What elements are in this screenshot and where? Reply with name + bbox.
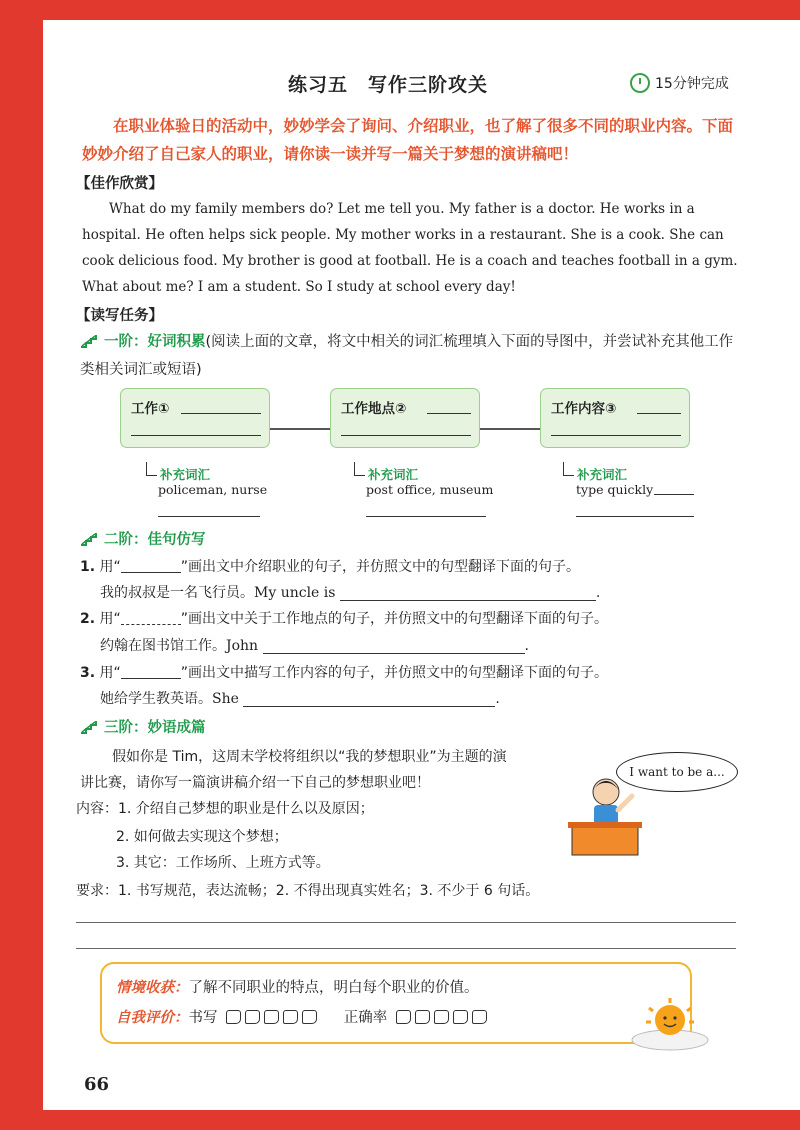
connector-line: [478, 428, 540, 430]
supplement-label: 补充词汇: [577, 467, 628, 482]
writing-line[interactable]: [76, 922, 736, 923]
gain-box: [100, 962, 692, 1044]
content-line-3: 3. 其它：工作场所、上班方式等。: [116, 855, 330, 871]
gain-row: 情境收获：了解不同职业的特点，明白每个职业的价值。: [116, 980, 479, 996]
supplement-label: 补充词汇: [368, 467, 419, 482]
answer-line[interactable]: [263, 653, 525, 654]
answer-line[interactable]: [551, 435, 681, 436]
card-title: 工作内容③: [551, 401, 617, 417]
answer-line[interactable]: [576, 516, 694, 517]
thumb-icon[interactable]: [264, 1010, 279, 1024]
page-number: 66: [84, 1074, 110, 1095]
model-essay: What do my family members do? Let me tell you. My father is a doctor. He works in a hospital. He often helps sick people. My mother works in a restaurant. She is a cook. She can cook delicious food. My brother is good at football. He is a coach and teaches football in a gym. What about me? I am a student. So I study at school every day!: [82, 201, 738, 295]
thumb-icon[interactable]: [434, 1010, 449, 1024]
card-place: [330, 388, 480, 448]
branch-bracket: [563, 462, 574, 476]
answer-line[interactable]: [366, 516, 486, 517]
level2-line: [80, 526, 745, 554]
boy-speaker-illustration: [566, 770, 646, 860]
thumb-icon[interactable]: [415, 1010, 430, 1024]
answer-line[interactable]: [427, 413, 471, 414]
supplement-label: 补充词汇: [160, 467, 211, 482]
page-title: 练习五 写作三阶攻关: [288, 74, 489, 96]
translate-2: 约翰在图书馆工作。John .: [100, 638, 529, 654]
level1-instruction: (阅读上面的文章，将文中相关的词汇梳理填入下面的导图中，并尝试补充其他工作类相关词汇或短语): [80, 334, 734, 378]
answer-line[interactable]: [340, 600, 596, 601]
time-badge: [630, 73, 729, 93]
branch-bracket: [354, 462, 365, 476]
translate-1: 我的叔叔是一名飞行员。My uncle is .: [100, 585, 601, 601]
supplement-example: policeman, nurse: [158, 482, 268, 497]
card-content: [540, 388, 690, 448]
thumb-icon[interactable]: [302, 1010, 317, 1024]
branch-bracket: [146, 462, 157, 476]
prompt-line-1: 假如你是 Tim，这周末学校将组织以“我的梦想职业”为主题的演: [112, 749, 507, 765]
clock-icon: [630, 73, 650, 93]
level3-label: 三阶：妙语成篇: [104, 720, 206, 736]
level3-line: [80, 714, 745, 742]
supplement-example: post office, museum: [366, 482, 494, 497]
content-line-2: 2. 如何做去实现这个梦想；: [116, 829, 288, 845]
speech-bubble: I want to be a...: [616, 752, 738, 792]
task-heading: 【读写任务】: [76, 308, 163, 324]
level2-label: 二阶：佳句仿写: [104, 532, 206, 548]
time-label: 15分钟完成: [655, 76, 729, 92]
intro-text: 在职业体验日的活动中，妙妙学会了询问、介绍职业，也了解了很多不同的职业内容。下面妙妙介绍了自己家人的职业，请你读一读并写一篇关于梦想的演讲稿吧！: [82, 117, 734, 163]
thumb-icon[interactable]: [472, 1010, 487, 1024]
supplement-example: type quickly: [576, 482, 654, 497]
thumb-icon[interactable]: [226, 1010, 241, 1024]
thumb-icon[interactable]: [396, 1010, 411, 1024]
appreciation-heading: 【佳作欣赏】: [76, 176, 163, 192]
answer-line[interactable]: [131, 435, 261, 436]
answer-line[interactable]: [341, 435, 471, 436]
answer-line[interactable]: [243, 706, 495, 707]
requirements: 要求：1. 书写规范，表达流畅；2. 不得出现真实姓名；3. 不少于 6 句话。: [76, 883, 540, 899]
prompt-line-2: 讲比赛，请你写一篇演讲稿介绍一下自己的梦想职业吧！: [80, 775, 430, 791]
thumb-icon[interactable]: [453, 1010, 468, 1024]
content-line-1: 内容：1. 介绍自己梦想的职业是什么以及原因；: [76, 801, 374, 817]
stairs-icon: [80, 532, 100, 546]
question-2: 2. 用“ ”画出文中关于工作地点的句子，并仿照文中的句型翻译下面的句子。: [80, 611, 609, 627]
thumb-icon[interactable]: [283, 1010, 298, 1024]
question-3: 3. 用“ ”画出文中描写工作内容的句子，并仿照文中的句型翻译下面的句子。: [80, 665, 609, 681]
translate-3: 她给学生教英语。She .: [100, 691, 500, 707]
answer-line[interactable]: [637, 413, 681, 414]
answer-line[interactable]: [654, 494, 694, 495]
sun-mascot-icon: [628, 996, 712, 1052]
thumb-icon[interactable]: [245, 1010, 260, 1024]
card-title: 工作地点②: [341, 401, 407, 417]
level1-line: [80, 328, 745, 384]
card-title: 工作①: [131, 401, 170, 417]
writing-thumbs: [226, 1010, 317, 1024]
accuracy-thumbs: [396, 1010, 487, 1024]
question-1: 1. 用“ ”画出文中介绍职业的句子，并仿照文中的句型翻译下面的句子。: [80, 559, 581, 575]
answer-line[interactable]: [181, 413, 261, 414]
writing-line[interactable]: [76, 948, 736, 949]
connector-line: [268, 428, 330, 430]
level1-label: 一阶：好词积累: [104, 334, 206, 350]
stairs-icon: [80, 334, 100, 348]
self-evaluation-row: 自我评价：书写 正确率: [116, 1006, 487, 1027]
card-job: [120, 388, 270, 448]
answer-line[interactable]: [158, 516, 260, 517]
stairs-icon: [80, 720, 100, 734]
